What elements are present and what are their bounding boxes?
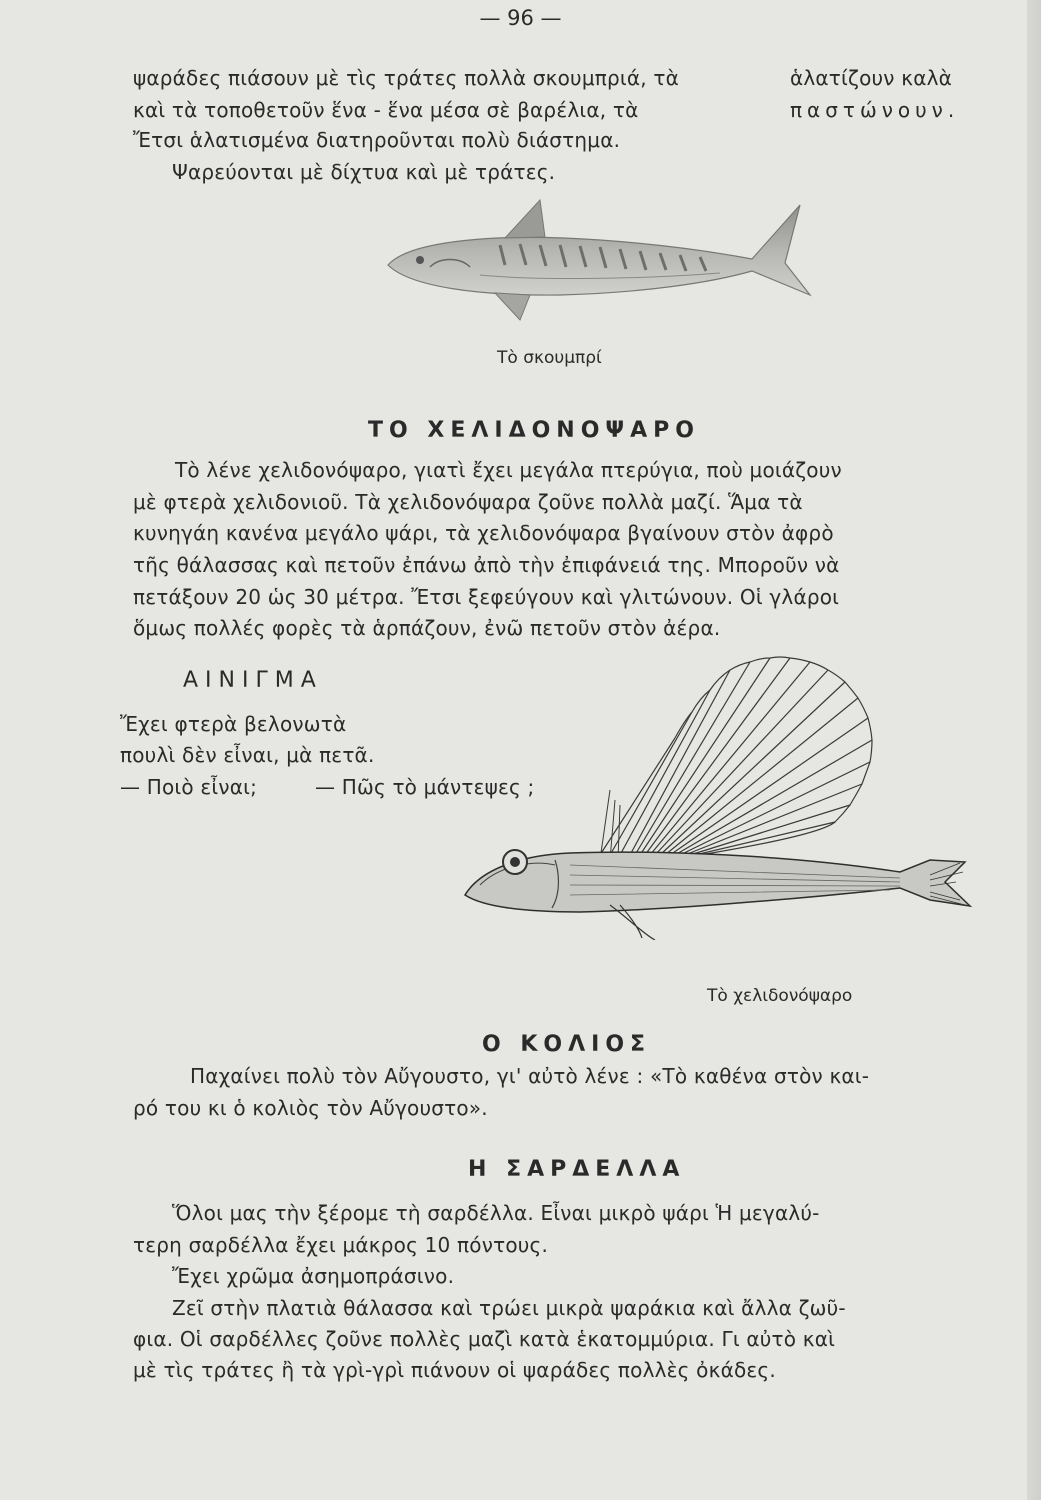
riddle-title: ΑΙΝΙΓΜΑ <box>183 668 323 693</box>
riddle-line-2: πουλὶ δὲν εἶναι, μὰ πετᾶ. <box>120 743 375 767</box>
flyingfish-line-5: πετάξουν 20 ὡς 30 μέτρα. Ἔτσι ξεφεύγουν καὶ γλιτώνουν. Οἱ γλάροι <box>133 585 840 609</box>
intro-line-1a: ψαράδες πιάσουν μὲ τὶς τράτες πολλὰ σκουμπριά, τὰ <box>133 66 679 90</box>
flyingfish-section-title: ΤΟ ΧΕΛΙΔΟΝΟΨΑΡΟ <box>368 418 700 443</box>
page-edge-shadow <box>1027 0 1041 1500</box>
sardine-line-1: Ὅλοι μας τὴν ξέρομε τὴ σαρδέλλα. Εἶναι μικρὸ ψάρι Ἡ μεγαλύ- <box>172 1201 820 1225</box>
sardine-section-title: Η ΣΑΡΔΕΛΛΑ <box>468 1157 686 1182</box>
flyingfish-line-3: κυνηγάη κανένα μεγάλο ψάρι, τὰ χελιδονόψαρα βγαίνουν στὸν ἀφρὸ <box>133 521 834 545</box>
flyingfish-line-2: μὲ φτερὰ χελιδονιοῦ. Τὰ χελιδονόψαρα ζοῦνε πολλὰ μαζί. Ἅμα τὰ <box>133 490 803 514</box>
riddle-line-3b: — Πῶς τὸ μάντεψες ; <box>315 775 535 799</box>
intro-line-2b: παστώνουν. <box>790 98 960 122</box>
sardine-line-6: μὲ τὶς τράτες ἢ τὰ γρὶ-γρὶ πιάνουν οἱ ψαράδες πολλὲς ὀκάδες. <box>133 1358 776 1382</box>
kolios-line-1: Παχαίνει πολὺ τὸν Αὔγουστο, γι' αὐτὸ λένε : «Τὸ καθένα στὸν και- <box>190 1064 870 1088</box>
flyingfish-line-1: Τὸ λένε χελιδονόψαρο, γιατὶ ἔχει μεγάλα πτερύγια, ποὺ μοιάζουν <box>175 458 842 482</box>
flyingfish-caption: Τὸ χελιδονόψαρο <box>707 986 853 1006</box>
flyingfish-line-4: τῆς θάλασσας καὶ πετοῦν ἐπάνω ἀπὸ τὴν ἐπιφάνειά της. Μποροῦν νὰ <box>133 553 840 577</box>
riddle-line-3a: — Ποιὸ εἶναι; <box>120 775 258 799</box>
flying-fish-illustration <box>460 650 1000 940</box>
sardine-line-4: Ζεῖ στὴν πλατιὰ θάλασσα καὶ τρώει μικρὰ ψαράκια καὶ ἄλλα ζωῦ- <box>172 1296 846 1320</box>
riddle-line-1: Ἔχει φτερὰ βελονωτὰ <box>120 712 347 736</box>
intro-line-3: Ἔτσι ἁλατισμένα διατηροῦνται πολὺ διάστημα. <box>133 128 621 152</box>
mackerel-illustration <box>380 195 820 325</box>
intro-line-1b: ἁλατίζουν καλὰ <box>790 66 953 90</box>
mackerel-caption: Τὸ σκουμπρί <box>497 348 602 368</box>
sardine-line-3: Ἔχει χρῶμα ἀσημοπράσινο. <box>172 1264 455 1288</box>
page-number: — 96 — <box>479 6 562 30</box>
sardine-line-2: τερη σαρδέλλα ἔχει μάκρος 10 πόντους. <box>133 1233 549 1257</box>
kolios-section-title: Ο ΚΟΛΙΟΣ <box>482 1032 652 1057</box>
flyingfish-line-6: ὅμως πολλές φορὲς τὰ ἁρπάζουν, ἐνῶ πετοῦν στὸν ἀέρα. <box>133 616 721 640</box>
sardine-line-5: φια. Οἱ σαρδέλλες ζοῦνε πολλὲς μαζὶ κατὰ ἑκατομμύρια. Γι αὐτὸ καὶ <box>133 1327 836 1351</box>
intro-line-2a: καὶ τὰ τοποθετοῦν ἕνα - ἕνα μέσα σὲ βαρέλια, τὰ <box>133 98 639 122</box>
kolios-line-2: ρό του κι ὁ κολιὸς τὸν Αὔγουστο». <box>133 1096 488 1120</box>
intro-line-4: Ψαρεύονται μὲ δίχτυα καὶ μὲ τράτες. <box>172 160 556 184</box>
